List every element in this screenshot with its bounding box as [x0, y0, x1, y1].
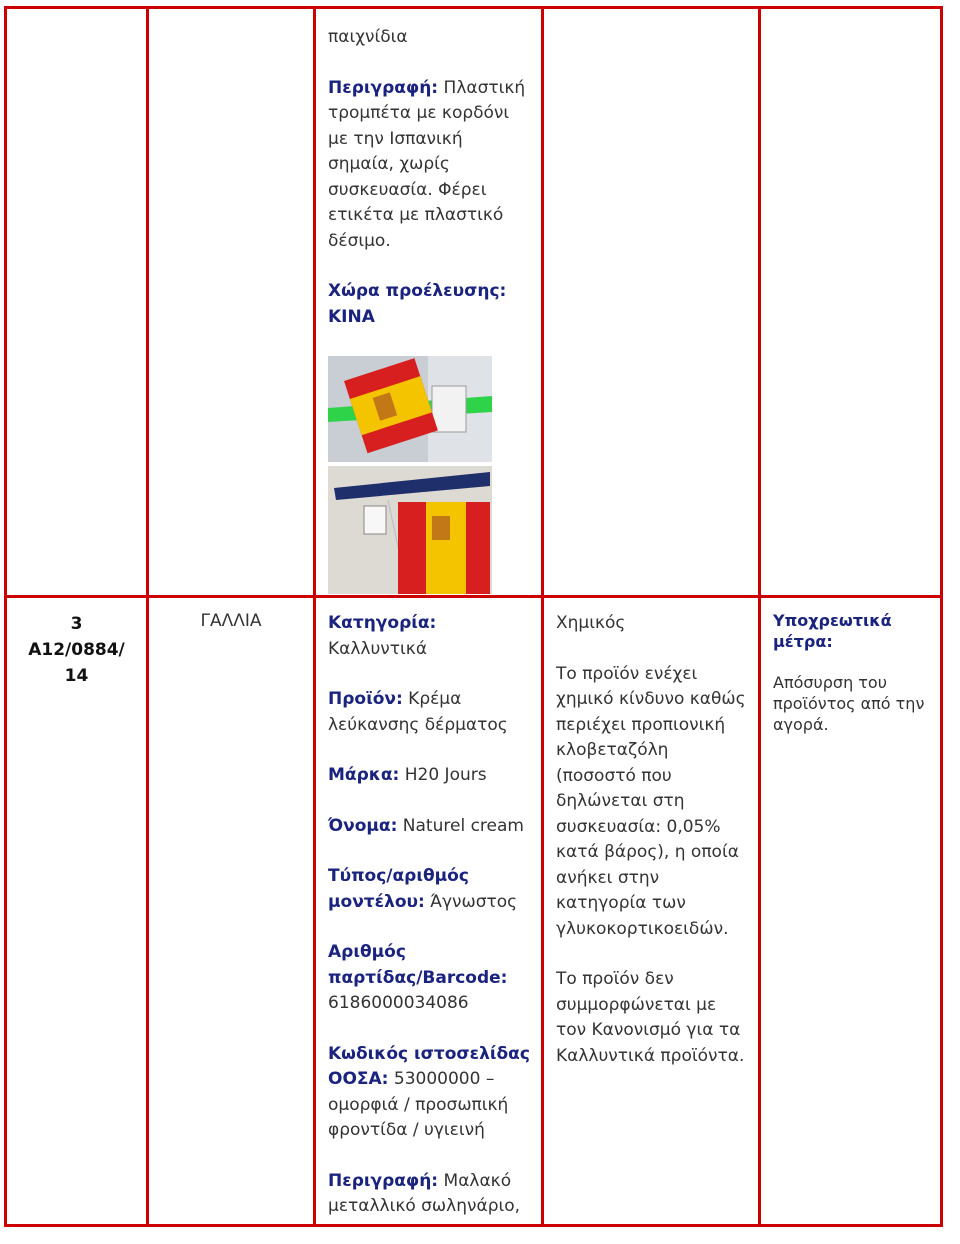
- description: [328, 76, 531, 255]
- cell-country-empty: [148, 8, 315, 597]
- origin-value: ΚΙΝΑ: [328, 306, 375, 327]
- brand-value: H20 Jours: [404, 765, 487, 785]
- risk-description: Το προϊόν ενέχει χημικό κίνδυνο καθώς περιέχει προπιονική κλοβεταζόλη (ποσοστό που δηλώνεται στη συσκευασία: 0,05% κατά βάρος), η οποία ανήκει στην κατηγορία των γλυκοκορτικοειδών.: [556, 663, 746, 939]
- category-continuation: παιχνίδια: [328, 27, 408, 47]
- description-value: Μαλακό μεταλλικό σωληνάριο,: [328, 1170, 521, 1216]
- model-label: Τύπος/αριθμός μοντέλου:: [328, 866, 469, 912]
- description-label: Περιγραφή:: [328, 1170, 439, 1191]
- cell-product-details: [315, 8, 543, 597]
- cell-risk-empty: [543, 8, 760, 597]
- brand-label: Μάρκα:: [328, 765, 400, 785]
- description-value: Πλαστική τρομπέτα με κορδόνι με την Ισπανική σημαία, χωρίς συσκευασία. Φέρει ετικέτα με πλαστικό δέσιμο.: [328, 77, 526, 251]
- risk-compliance: Το προϊόν δεν συμμορφώνεται με τον Κανονισμό για τα Καλλυντικά προϊόντα.: [556, 969, 745, 1066]
- cell-number-empty: [6, 8, 148, 597]
- cell-country: [148, 597, 315, 1226]
- product-photo-top: [328, 356, 492, 462]
- batch-value: 6186000034086: [328, 993, 469, 1013]
- item-reference: A12/0884/: [28, 640, 125, 660]
- oecd-value: 53000000 – ομορφιά / προσωπική φροντίδα / υγιεινή: [328, 1069, 509, 1140]
- oecd-field: [328, 1042, 531, 1144]
- origin-label: Χώρα προέλευσης:: [328, 281, 507, 301]
- cell-number: [6, 597, 148, 1226]
- cell-measures: [760, 597, 942, 1226]
- name-value: Naturel cream: [402, 815, 524, 836]
- name-label: Όνομα:: [328, 815, 398, 836]
- cell-measures-empty: [760, 8, 942, 597]
- item-number: 3: [70, 614, 83, 634]
- category-value: Καλλυντικά: [328, 638, 428, 659]
- alerts-table: [4, 6, 943, 1227]
- name-field: [328, 814, 531, 840]
- model-value: Άγνωστος: [430, 891, 518, 912]
- brand-field: [328, 763, 531, 789]
- model-field: [328, 864, 531, 915]
- table-row: [6, 8, 942, 597]
- notifying-country: ΓΑΛΛΙΑ: [200, 611, 262, 631]
- product-field: [328, 687, 531, 738]
- oecd-label: Κωδικός ιστοσελίδας ΟΟΣΑ:: [328, 1043, 530, 1089]
- category-label: Κατηγορία:: [328, 613, 437, 633]
- measures-value: Απόσυρση του προϊόντος από την αγορά.: [773, 673, 925, 734]
- product-value: Κρέμα λεύκανσης δέρματος: [328, 689, 508, 735]
- description-label: Περιγραφή:: [328, 77, 439, 98]
- cell-risk: [543, 597, 760, 1226]
- table-row: [6, 597, 942, 1226]
- product-label: Προϊόν:: [328, 689, 403, 709]
- batch-label: Αριθμός παρτίδας/Barcode:: [328, 942, 508, 988]
- item-reference-suffix: 14: [64, 666, 89, 686]
- measures-label: Υποχρεωτικά μέτρα:: [773, 611, 892, 651]
- cell-product-details: [315, 597, 543, 1226]
- product-photo-bottom: [328, 466, 492, 594]
- risk-type: Χημικός: [556, 613, 626, 633]
- description-field: [328, 1169, 531, 1220]
